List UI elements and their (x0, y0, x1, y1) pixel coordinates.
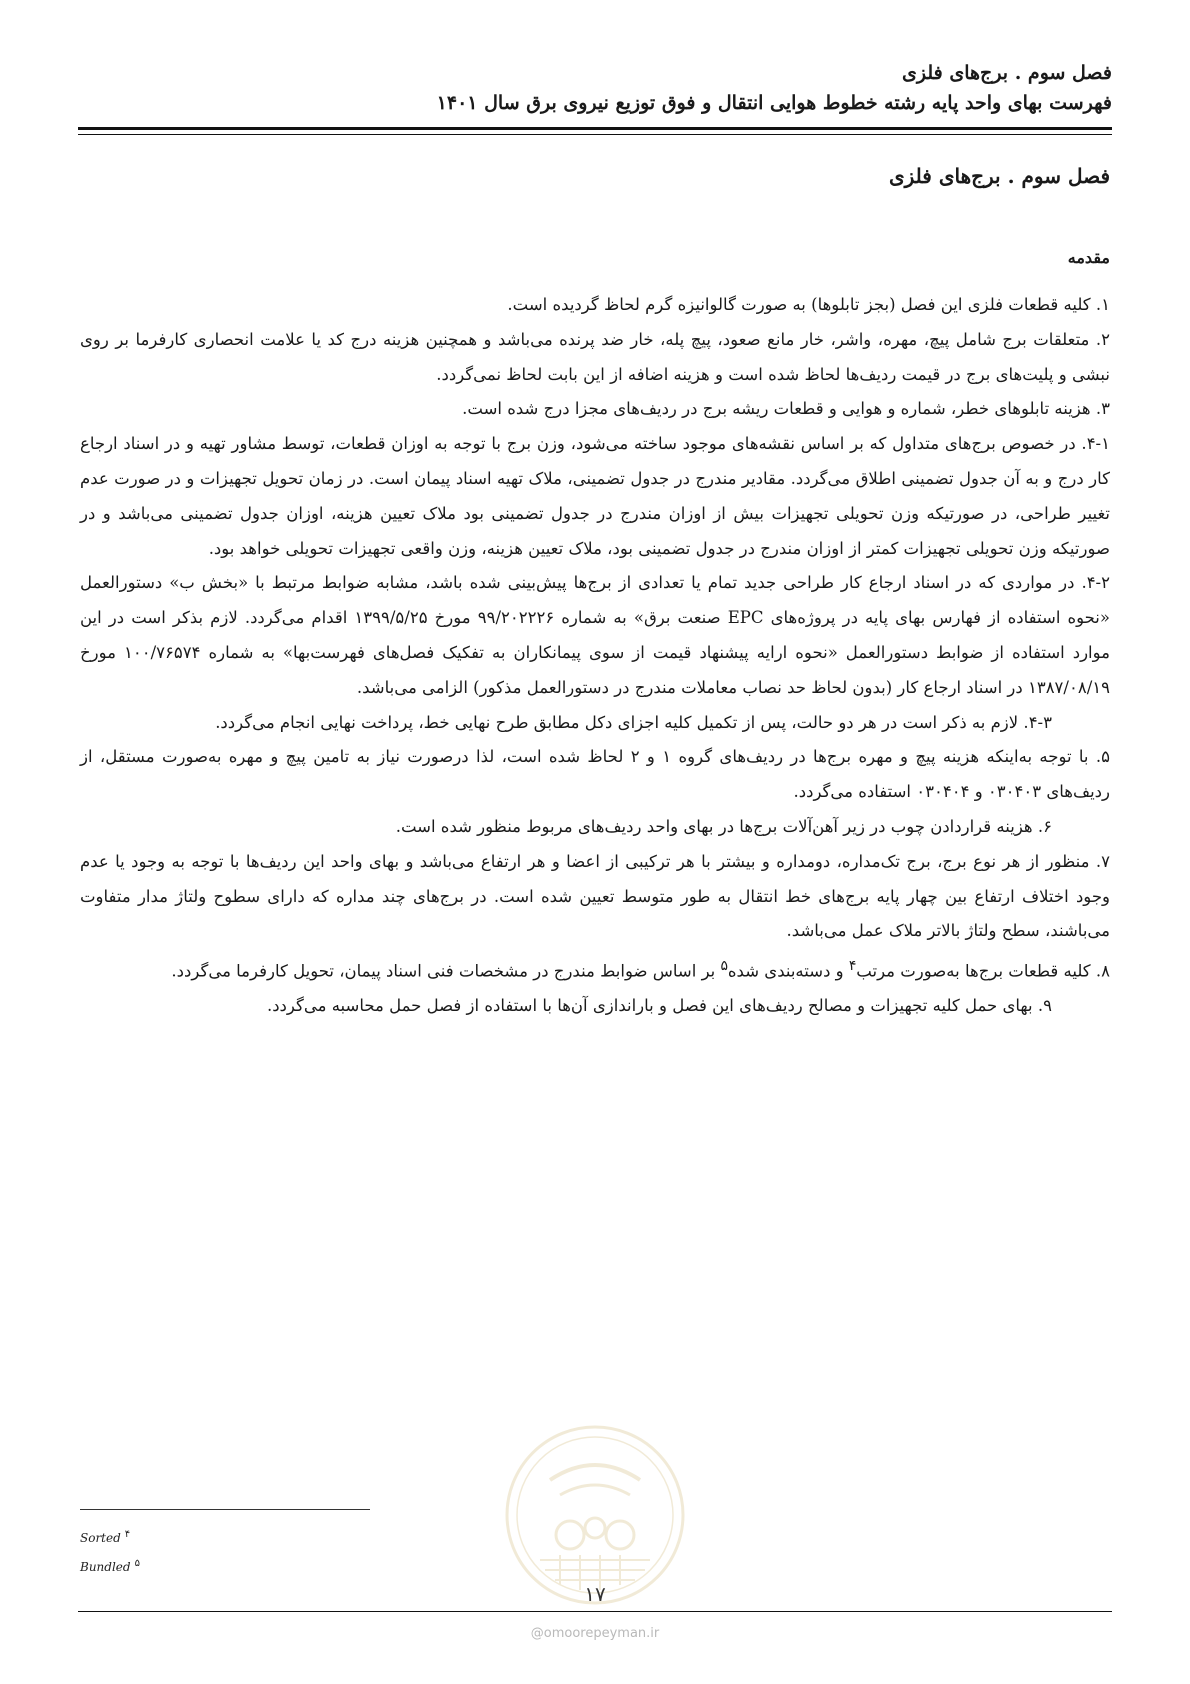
paragraph-8-part-2: و دسته‌بندی شده (727, 961, 849, 981)
footnote-number: ۵ (134, 1558, 140, 1569)
paragraph-7: ۷. منظور از هر نوع برج، برج تک‌مداره، دومداره و بیشتر با هر ترکیبی از اعضا و هر ارتفاع می‌باشد و بهای واحد این ردیف‌ها با توجه به وجود یا عدم وجود اختلاف ارتفاع بین چهار پایه برج‌های خط انتقال به طور متوسط تعیین شده است. در برج‌های چند مداره که دارای سطوح ولتاژ مدار متفاوت می‌باشند، سطح ولتاژ بالاتر ملاک عمل می‌باشد. (80, 851, 1110, 941)
body-text (80, 288, 1110, 1024)
header-chapter: فصل سوم . برج‌های فلزی (902, 62, 1112, 84)
paragraph-4-1: ۴-۱. در خصوص برج‌های متداول که بر اساس نقشه‌های موجود ساخته می‌شود، وزن برج با توجه به اوزان قطعات، توسط مشاور تهیه و در اسناد ارجاع کار درج و به آن جدول تضمینی اطلاق می‌گردد. مقادیر مندرج در جدول تضمینی، ملاک تهیه اسناد پیمان است. در زمان تحویل تجهیزات و در صورت عدم تغییر طراحی، در صورتیکه وزن تحویلی تجهیزات بیش از اوزان مندرج در جدول تضمینی بود ملاک تعیین هزینه، اوزان جدول تضمینی می‌باشد و در صورتیکه وزن تحویلی تجهیزات کمتر از اوزان مندرج در جدول تضمینی بود، ملاک تعیین هزینه، وزن واقعی تجهیزات تحویلی خواهد بود. (80, 434, 1110, 558)
paragraph-6: ۶. هزینه قراردادن چوب در زیر آهن‌آلات برج‌ها در بهای واحد ردیف‌های مربوط منظور شده است. (395, 816, 1052, 836)
paragraph-4-3: ۴-۳. لازم به ذکر است در هر دو حالت، پس از تکمیل کلیه اجزای دکل مطابق طرح نهایی خط، پرداخت نهایی انجام می‌گردد. (215, 712, 1052, 732)
footnote-4 (80, 1522, 340, 1551)
chapter-title: فصل سوم . برج‌های فلزی (888, 164, 1110, 188)
paragraph-4-2: ۴-۲. در مواردی که در اسناد ارجاع کار طراحی جدید تمام یا تعدادی از برج‌ها پیش‌بینی شده باشد، مشابه ضوابط مرتبط با «بخش ب» دستورالعمل «نحوه استفاده از فهارس بهای پایه در پروژه‌های EPC صنعت برق» به شماره ۹۹/۲۰۲۲۲۶ مورخ ۱۳۹۹/۵/۲۵ اقدام می‌گردد. لازم بذکر است در این موارد استفاده از ضوابط دستورالعمل «نحوه ارایه پیشنهاد قیمت از سوی پیمانکاران به تفکیک فصل‌های فهرست‌بها» به شماره ۱۰۰/۷۶۵۷۴ مورخ ۱۳۸۷/۰۸/۱۹ در اسناد ارجاع کار (بدون لحاظ حد نصاب معاملات مندرج در دستورالعمل مذکور) الزامی می‌باشد. (80, 573, 1110, 697)
footnote-rule (80, 1509, 370, 1510)
header-rule-thin (78, 134, 1112, 135)
footnote-5 (80, 1551, 340, 1580)
paragraph-8 (80, 949, 1110, 989)
paragraph-1: ۱. کلیه قطعات فلزی این فصل (بجز تابلوها) به صورت گالوانیزه گرم لحاظ گردیده است. (507, 295, 1110, 314)
footnote-ref-5: ۵ (720, 958, 728, 975)
footnote-text: Sorted (80, 1531, 121, 1545)
footnote-text: Bundled (80, 1560, 131, 1574)
footnote-number: ۴ (124, 1529, 131, 1540)
page-number: ۱۷ (584, 1582, 606, 1606)
footnote-ref-4: ۴ (848, 958, 857, 975)
paragraph-8-part-1: ۸. کلیه قطعات برج‌ها به‌صورت مرتب (856, 961, 1110, 981)
paragraph-9: ۹. بهای حمل کلیه تجهیزات و مصالح ردیف‌های این فصل و باراندازی آن‌ها با استفاده از فصل حمل محاسبه می‌گردد. (266, 996, 1052, 1016)
header-catalog-title: فهرست بهای واحد پایه رشته خطوط هوایی انتقال و فوق توزیع نیروی برق سال ۱۴۰۱ (436, 92, 1112, 114)
footnotes (80, 1522, 340, 1580)
watermark-site: @omoorepeyman.ir (530, 1626, 660, 1641)
page-header (78, 58, 1112, 118)
footer-rule (78, 1611, 1112, 1612)
header-rule-thick (78, 127, 1112, 130)
paragraph-2: ۲. متعلقات برج شامل پیچ، مهره، واشر، خار مانع صعود، پیچ پله، خار ضد پرنده می‌باشد و همچنین هزینه درج کد یا علامت انحصاری کارفرما بر روی نبشی و پلیت‌های برج در قیمت ردیف‌ها لحاظ شده است و هزینه اضافه از این بابت لحاظ نمی‌گردد. (80, 329, 1110, 384)
paragraph-3: ۳. هزینه تابلوهای خطر، شماره و هوایی و قطعات ریشه برج در ردیف‌های مجزا درج شده است. (462, 399, 1110, 419)
paragraph-5: ۵. با توجه به‌اینکه هزینه پیچ و مهره برج‌ها در ردیف‌های گروه ۱ و ۲ لحاظ شده است، لذا درصورت نیاز به تامین پیچ و مهره به‌صورت مستقل، از ردیف‌های ۰۳۰۴۰۳ و ۰۳۰۴۰۴ استفاده می‌گردد. (80, 747, 1110, 802)
paragraph-8-part-3: بر اساس ضوابط مندرج در مشخصات فنی اسناد پیمان، تحویل کارفرما می‌گردد. (171, 961, 721, 981)
intro-heading: مقدمه (1067, 248, 1110, 267)
